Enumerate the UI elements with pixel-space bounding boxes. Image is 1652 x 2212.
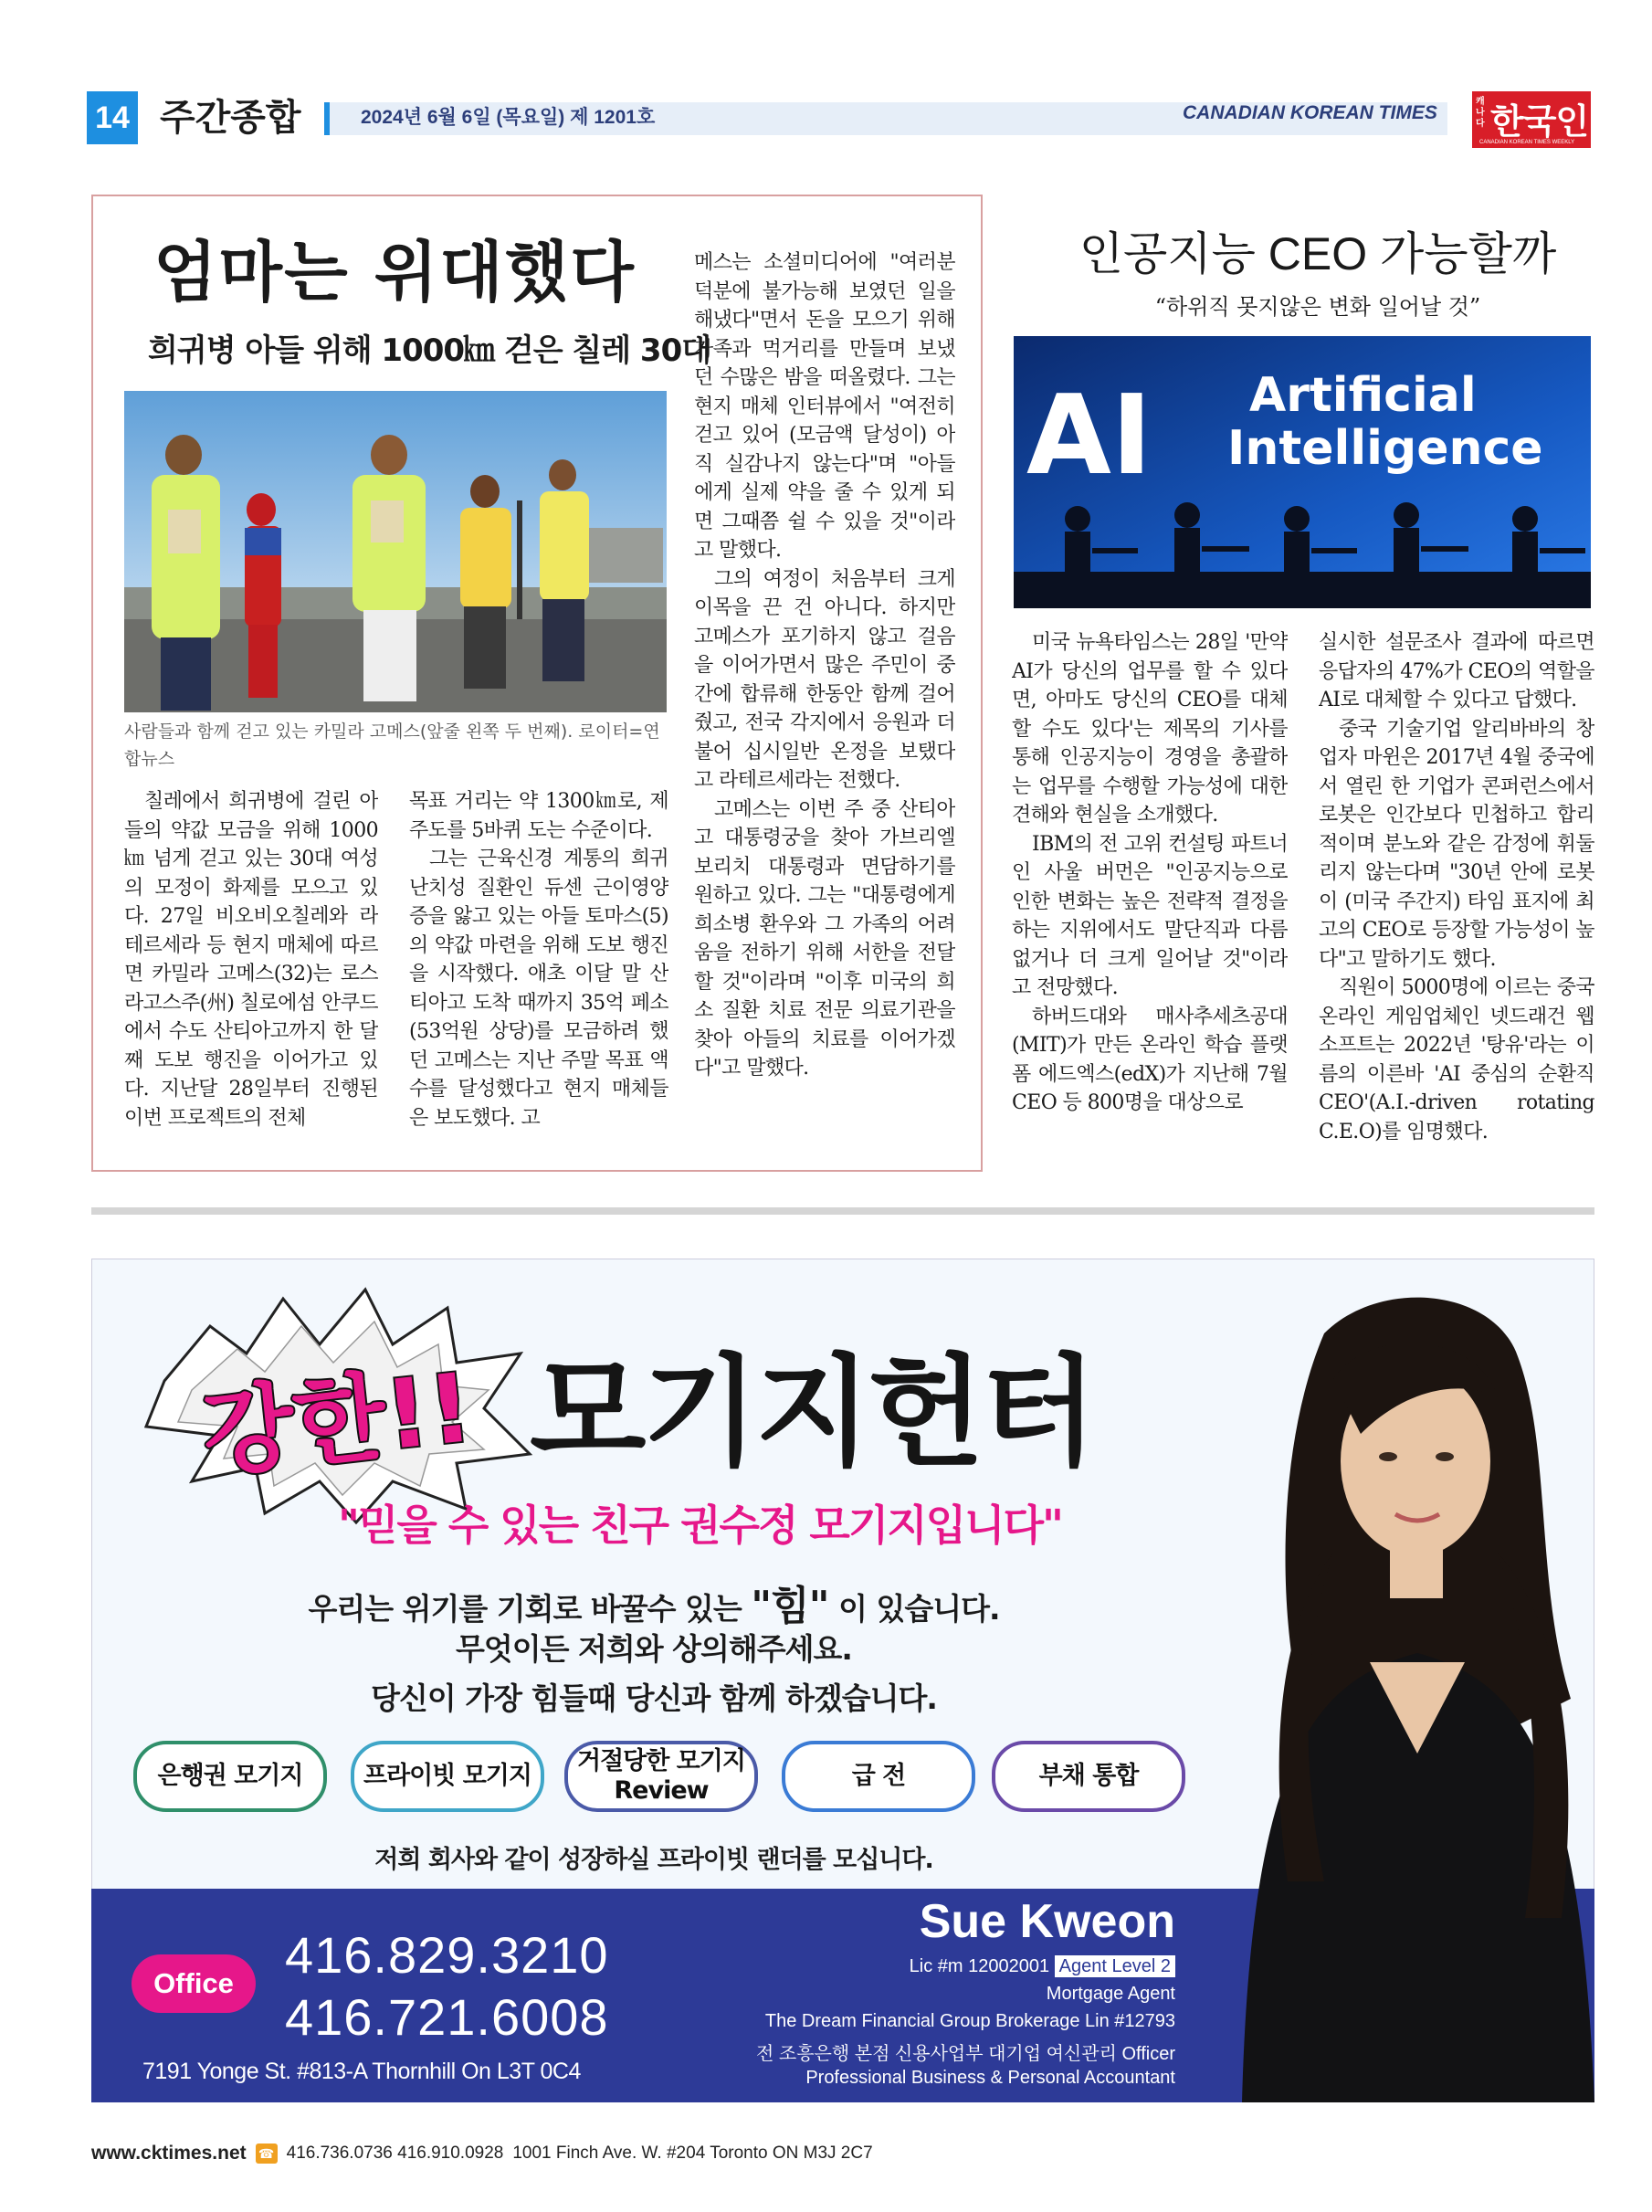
article-column-1 (124, 787, 378, 1151)
article-paragraph: 칠레에서 희귀병에 걸린 아들의 약값 모금을 위해 1000㎞ 넘게 걷고 있는 30대 여성의 모정이 화제를 모으고 있다. 27일 비오비오칠레와 라테르세라 등 현지 매체에 따르면 카밀라 고메스(32)는 로스라고스주(州) 칠로에섬 안쿠드에서 수도 산티아고까지 한 달째 도보 행진을 이어가고 있다. 지난달 28일부터 진행된 이번 프로젝트의 전체 (124, 790, 378, 1130)
service-private-mortgage (351, 1741, 544, 1812)
website-link[interactable]: www.cktimes.net (91, 2143, 247, 2164)
agent-level-badge: Agent Level 2 (1055, 1955, 1175, 1977)
service-label: 급 전 (851, 1762, 906, 1790)
office-phone-2: 416.721.6008 (285, 1988, 609, 2046)
comic-burst-graphic (137, 1271, 539, 1527)
ai-banner-graphic (1014, 336, 1591, 608)
agent-brokerage: The Dream Financial Group Brokerage Lin #12793 (764, 2011, 1175, 2031)
article-paragraph: 하버드대와 매사추세츠공대(MIT)가 만든 온라인 학습 플랫폼 에드엑스(edX)가 지난해 7월 CEO 등 800명을 대상으로 (1012, 1005, 1288, 1114)
article-column-2 (1319, 628, 1594, 1171)
article-column-3 (694, 248, 955, 1151)
issue-date: 2024년 6월 6일 (목요일) 제 1201호 (361, 107, 656, 128)
agent-career: 전 조흥은행 본점 신용사업부 대기업 여신관리 Officer (756, 2044, 1175, 2064)
article-column-1 (1012, 628, 1288, 1171)
ad-slogan-text: 이 있습니다. (828, 1591, 1000, 1627)
article-paragraph: 중국 기술기업 알리바바의 창업자 마윈은 2017년 4월 중국에서 열린 한 기업가 콘퍼런스에서 로봇은 인간보다 민첩하고 합리적이며 분노와 같은 감정에 휘둘리지 않는다며 "30년 안에 로봇이 (미국 주간지) 타임 표지에 최고의 CEO로 등장할 가능성이 높다"고 말하기도 했다. (1319, 717, 1594, 971)
service-label: 거절당한 모기지 (577, 1747, 745, 1775)
logo-side-text: 캐나다 (1476, 97, 1485, 129)
service-label: 은행권 모기지 (157, 1762, 303, 1790)
logo-sub-text: CANADIAN KOREAN TIMES WEEKLY (1479, 140, 1575, 145)
article-paragraph: 고메스는 이번 주 중 산티아고 대통령궁을 찾아 가브리엘 보리치 대통령과 면담하기를 원하고 있다. 그는 "대통령에게 희소병 환우와 그 가족의 어려움을 전하기 위해 서한을 전달할 것"이라며 "이후 미국의 희소 질환 치료 전문 의료기관을 찾아 아들의 치료를 이어가겠다"고 말했다. (694, 797, 955, 1080)
article-paragraph: 그의 여정이 처음부터 크게 이목을 끈 건 아니다. 하지만 고메스가 포기하지 않고 걸음을 이어가면서 많은 주민이 중간에 합류해 한동안 함께 걸어줬고, 전국 각지에서 응원과 더불어 십시일반 온정을 보탰다고 라테르세라는 전했다. (694, 567, 955, 792)
walkers-photo-illustration (124, 391, 667, 712)
photo-caption: 사람들과 함께 걷고 있는 카밀라 고메스(앞줄 왼쪽 두 번째). 로이터=연합뉴스 (124, 722, 660, 769)
service-declined-mortgage (564, 1741, 758, 1812)
ad-slogan-line-3: 당신이 가장 힘들때 당신과 함께 하겠습니다. (371, 1680, 937, 1716)
service-bank-mortgage (133, 1741, 327, 1812)
ad-slogan-line-1 (91, 1573, 1216, 1631)
agent-role: Mortgage Agent (1046, 1984, 1175, 2004)
ad-quote: "믿을 수 있는 친구 권수정 모기지입니다" (338, 1501, 1062, 1550)
newspaper-logo (1472, 91, 1591, 148)
footer-phones: 416.736.0736 416.910.0928 (286, 2144, 504, 2163)
page-number: 14 (87, 91, 138, 144)
service-debt-consolidation (992, 1741, 1185, 1812)
agent-portrait (1187, 1279, 1594, 2102)
header-bar-accent (324, 102, 330, 135)
agent-name: Sue Kweon (919, 1895, 1175, 1948)
ad-slogan-text: 우리는 위기를 기회로 바꿀수 있는 (308, 1591, 752, 1627)
article-column-2 (409, 787, 668, 1151)
article-paragraph: IBM의 전 고위 컨설팅 파트너인 사울 버먼은 "인공지능으로 인한 변화는 높은 전략적 결정을 하는 지위에서도 말단직과 다름없거나 더 크게 일어날 것"이라고 전망했다. (1012, 832, 1288, 999)
ad-title: 모기지헌터 (530, 1343, 1094, 1483)
logo-main-text: 한국인 (1490, 101, 1589, 142)
license-number: Lic #m 12002001 (909, 1956, 1050, 1976)
ad-slogan-line-2: 무엇이든 저희와 상의해주세요. (456, 1631, 852, 1667)
ai-text-artificial: Artificial (1249, 368, 1477, 423)
ai-illustration (1014, 336, 1591, 608)
article-paragraph: 목표 거리는 약 1300㎞로, 제주도를 5바퀴 도는 수준이다. (409, 790, 668, 842)
article-subheadline: 희귀병 아들 위해 1000㎞ 걷은 칠레 30대 (148, 332, 711, 369)
article-paragraph: 메스는 소셜미디어에 "여러분 덕분에 불가능해 보였던 일을 해냈다"면서 돈을 모으기 위해 가족과 먹거리를 만들며 보냈던 수많은 밤을 떠올렸다. 그는 현지 매체 인터뷰에서 "여전히 걷고 있어 (모금액 달성이) 아직 실감나지 않는다"며 "아들에게 실제 약을 줄 수 있게 되면 그때쯤 쉴 수 있을 것"이라고 말했다. (694, 251, 955, 562)
article-headline: 인공지능 CEO 가능할까 (1079, 228, 1557, 279)
agent-license (910, 1956, 1175, 1977)
page-footer (91, 2143, 873, 2165)
publication-name: CANADIAN KOREAN TIMES (1183, 102, 1437, 123)
article-paragraph: 그는 근육신경 계통의 희귀 난치성 질환인 듀센 근이영양증을 앓고 있는 아들 토마스(5)의 약값 마련을 위해 도보 행진을 시작했다. 애초 이달 말 산티아고 도착 때까지 35억 페소(53억원 상당)를 모금하려 했던 고메스는 지난 주말 목표 액수를 달성했다고 현지 매체들은 보도했다. 고 (409, 848, 668, 1130)
burst-text: 강한!! (196, 1351, 478, 1491)
service-label: 프라이빗 모기지 (363, 1762, 531, 1790)
article-headline: 엄마는 위대했다 (153, 233, 636, 311)
office-phone-1: 416.829.3210 (285, 1926, 609, 1984)
ad-slogan-emphasis: "힘" (751, 1583, 829, 1629)
article-paragraph: 실시한 설문조사 결과에 따르면 응답자의 47%가 CEO의 역할을 AI로 대체할 수 있다고 답했다. (1319, 631, 1594, 711)
article-paragraph: 미국 뉴욕타임스는 28일 '만약 AI가 당신의 업무를 할 수 있다면, 아마도 당신의 CEO를 대체할 수도 있다'는 제목의 기사를 통해 인공지능이 경영을 총괄하는 업무를 수행할 가능성에 대한 견해와 현실을 소개했다. (1012, 631, 1288, 827)
service-sublabel: Review (614, 1776, 709, 1805)
office-address: 7191 Yonge St. #813-A Thornhill On L3T 0C4 (142, 2059, 581, 2084)
section-divider (91, 1207, 1594, 1215)
section-title: 주간종합 (160, 97, 301, 139)
phone-icon: ☎ (256, 2144, 278, 2164)
article-paragraph: 직원이 5000명에 이르는 중국 온라인 게임업체인 넷드래건 웹소프트는 2022년 '탕유'라는 이름의 이른바 'AI 중심의 순환직 CEO'(A.I.-driven rotating C.E.O)를 임명했다. (1319, 976, 1594, 1143)
service-label: 부채 통합 (1038, 1762, 1139, 1790)
service-urgent-loan (782, 1741, 975, 1812)
ai-big-text: AI (1026, 373, 1152, 500)
office-badge: Office (132, 1954, 256, 2013)
footer-address: 1001 Finch Ave. W. #204 Toronto ON M3J 2C7 (512, 2144, 873, 2163)
ad-recruit-line: 저희 회사와 같이 성장하실 프라이빗 랜더를 모십니다. (374, 1846, 933, 1874)
ai-text-intelligence: Intelligence (1227, 421, 1543, 476)
article-subheadline: “하위직 못지않은 변화 일어날 것” (1154, 294, 1481, 320)
article-photo (124, 391, 667, 712)
agent-accountant: Professional Business & Personal Accountant (805, 2068, 1175, 2088)
